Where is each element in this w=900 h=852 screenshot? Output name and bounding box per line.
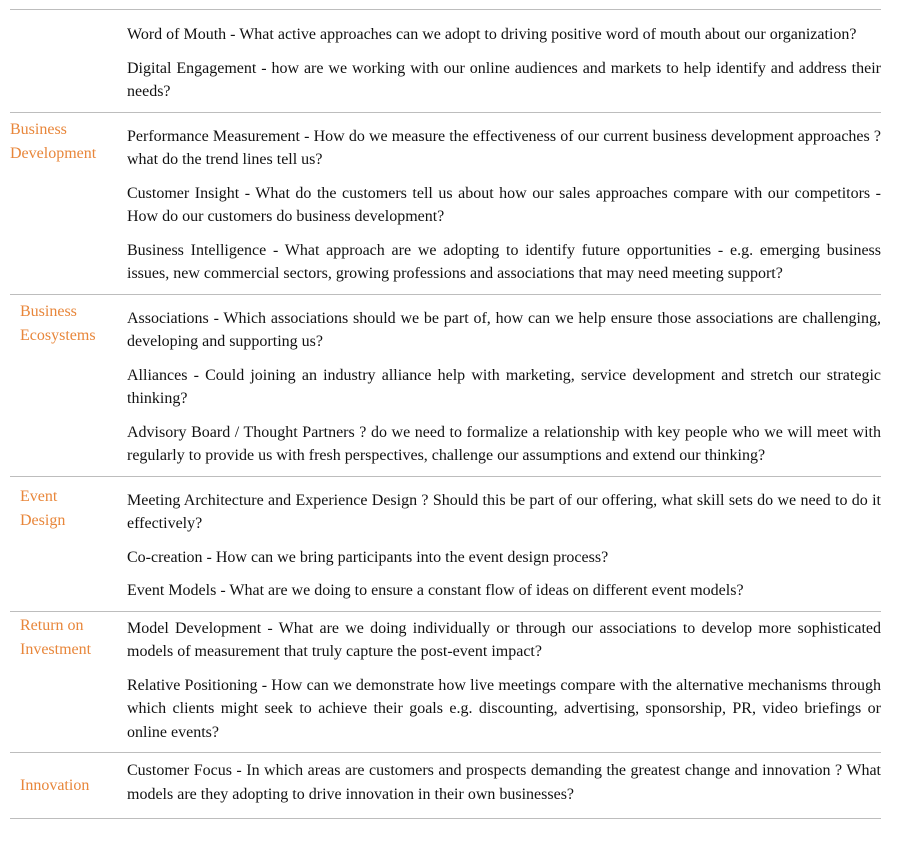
table-row (10, 112, 881, 294)
strategy-table (10, 9, 881, 819)
row-content (127, 10, 881, 112)
row-label-return-on-investment (10, 612, 120, 753)
row-label-event-design (10, 477, 120, 611)
list-item: Customer Insight - What do the customers tell us about how our sales approaches compare with our competitors - How do our customers do business development? (127, 184, 881, 225)
list-item: Event Models - What are we doing to ensure a constant flow of ideas on different event models? (127, 582, 744, 599)
row-label-line: Design (20, 511, 66, 529)
row-label-line: Business (10, 120, 67, 138)
row-content (127, 295, 881, 476)
table-row (10, 611, 881, 753)
table-row (10, 9, 881, 112)
row-content (127, 477, 881, 611)
row-label-business-ecosystems (10, 295, 120, 476)
row-label-line: Event (20, 487, 58, 505)
table-row (10, 294, 881, 476)
row-content (127, 612, 881, 753)
row-content (127, 753, 881, 818)
row-content (127, 113, 881, 294)
list-item: Digital Engagement - how are we working with our online audiences and markets to help identify and address their needs? (127, 59, 881, 100)
list-item: Associations - Which associations should we be part of, how can we help ensure those associations are challenging, developing and supporting us? (127, 309, 881, 350)
row-label-line: Development (10, 144, 97, 162)
table-row (10, 752, 881, 819)
list-item: Meeting Architecture and Experience Design ? Should this be part of our offering, what skill sets do we need to do it effectively? (127, 491, 881, 532)
list-item: Advisory Board / Thought Partners ? do we need to formalize a relationship with key people who we will meet with regularly to provide us with fresh perspectives, challenge our assumptions and extend our thinking? (127, 423, 881, 464)
row-label (10, 10, 120, 112)
list-item: Customer Focus - In which areas are customers and prospects demanding the greatest change and innovation ? What models are they adopting to drive innovation in their own businesses? (127, 762, 881, 803)
table-row (10, 476, 881, 611)
row-label-business-development (10, 113, 120, 294)
list-item: Business Intelligence - What approach are we adopting to identify future opportunities - e.g. emerging business issues, new commercial sectors, growing professions and associations that may need meeting support? (127, 241, 881, 282)
row-label-line: Ecosystems (20, 326, 96, 344)
row-label-line: Business (20, 302, 77, 320)
row-label-innovation (10, 753, 120, 818)
row-label-line: Innovation (20, 776, 90, 794)
list-item: Alliances - Could joining an industry alliance help with marketing, service development and stretch our strategic thinking? (127, 366, 881, 407)
list-item: Model Development - What are we doing individually or through our associations to develop more sophisticated models of measurement that truly capture the post-event impact? (127, 619, 881, 660)
row-label-line: Investment (20, 640, 92, 658)
list-item: Co-creation - How can we bring participants into the event design process? (127, 548, 609, 566)
list-item: Performance Measurement - How do we measure the effectiveness of our current business development approaches ? what do the trend lines tell us? (127, 127, 881, 168)
row-label-line: Return on (20, 616, 84, 634)
list-item: Word of Mouth - What active approaches can we adopt to driving positive word of mouth about our organization? (127, 26, 857, 43)
list-item: Relative Positioning - How can we demonstrate how live meetings compare with the alternative mechanisms through which clients might seek to achieve their goals e.g. discounting, advertising, sponsorship, PR, video briefings or online events? (127, 676, 881, 741)
